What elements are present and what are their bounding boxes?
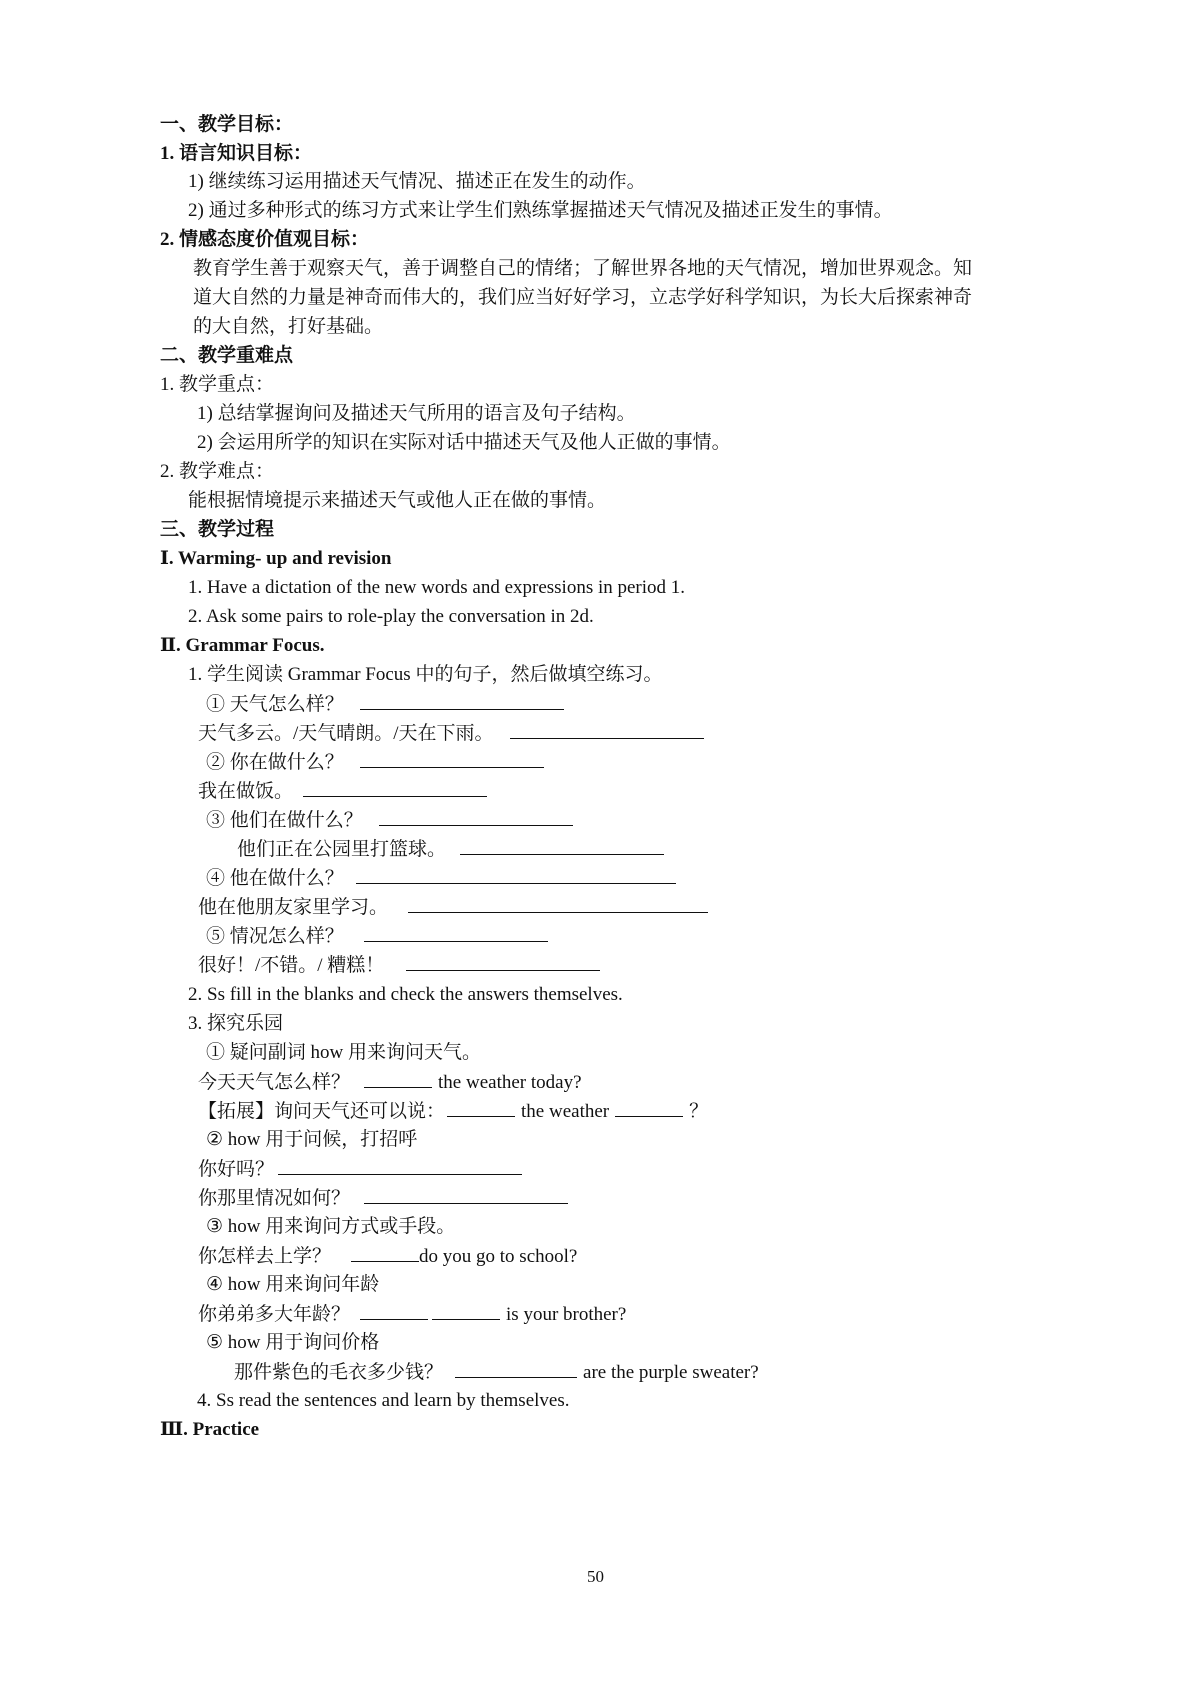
exercise-prompt: 天气多云。/天气晴朗。/天在下雨。 [198,723,494,744]
paragraph-line: 道大自然的力量是神奇而伟大的，我们应当好好学习，立志学好科学知识，为长大后探索神奇 [193,287,973,308]
explore-heading: ① 疑问副词 how 用来询问天气。 [206,1042,481,1063]
list-item: 1) 继续练习运用描述天气情况、描述正在发生的动作。 [188,171,646,192]
answer-blank[interactable] [460,837,664,855]
exercise-prompt: 很好！/不错。/ 糟糕！ [198,955,385,976]
paragraph-line: 的大自然，打好基础。 [193,316,384,337]
exercise-prompt: ⑤ 情况怎么样？ [206,926,344,947]
list-item: 3. 探究乐园 [188,1013,284,1034]
answer-blank[interactable] [455,1360,577,1378]
exercise-text: do you go to school? [419,1246,578,1267]
exercise-line [198,1157,524,1181]
list-item: 1) 总结掌握询问及描述天气所用的语言及句子结构。 [197,403,636,424]
page-number: 50 [587,1567,604,1586]
list-item: 2) 会运用所学的知识在实际对话中描述天气及他人正做的事情。 [197,432,731,453]
answer-blank[interactable] [406,953,600,971]
exercise-line [198,1099,708,1123]
answer-blank[interactable] [364,1186,568,1204]
exercise-line [198,779,489,803]
answer-blank[interactable] [408,895,708,913]
subsection-heading: 1. 语言知识目标： [160,143,313,164]
answer-blank[interactable] [510,721,704,739]
answer-blank[interactable] [351,1244,419,1262]
paragraph-line: 教育学生善于观察天气，善于调整自己的情绪；了解世界各地的天气情况，增加世界观念。知 [193,258,973,279]
exercise-prompt: 你好吗？ [198,1159,275,1180]
answer-blank[interactable] [360,750,544,768]
exercise-prompt: 【拓展】询问天气还可以说： [198,1101,446,1122]
exercise-prompt: ④ 他在做什么？ [206,868,344,889]
answer-blank[interactable] [278,1157,522,1175]
exercise-text: ？ [689,1101,709,1122]
exercise-prompt: ③ 他们在做什么？ [206,810,363,831]
section-heading: 三、教学过程 [160,519,275,540]
exercise-line [206,692,566,716]
exercise-line [198,895,710,919]
exercise-line [206,750,546,774]
exercise-prompt: 他们正在公园里打篮球。 [237,839,447,860]
exercise-line [206,808,575,832]
answer-blank[interactable] [356,866,676,884]
exercise-prompt: 你怎样去上学？ [198,1246,332,1267]
exercise-text: is your brother? [506,1304,627,1325]
exercise-prompt: 我在做饭。 [198,781,294,802]
answer-blank[interactable] [447,1099,515,1117]
answer-blank[interactable] [379,808,573,826]
exercise-line [234,1360,759,1384]
exercise-line [206,924,550,948]
list-item: 2. Ask some pairs to role-play the conversation in 2d. [188,606,594,627]
exercise-text: the weather today? [438,1072,582,1093]
exercise-line [237,837,666,861]
exercise-prompt: ② 你在做什么？ [206,752,344,773]
subsection-heading: 2. 教学难点： [160,461,275,482]
list-item: 2. Ss fill in the blanks and check the answers themselves. [188,984,623,1005]
answer-blank[interactable] [364,924,548,942]
explore-heading: ⑤ how 用于询问价格 [206,1332,380,1353]
part-heading: Ⅱ. Grammar Focus. [160,635,325,656]
exercise-line [198,1186,570,1210]
exercise-prompt: 那件紫色的毛衣多少钱？ [234,1362,444,1383]
part-heading: Ⅰ. Warming- up and revision [160,548,392,569]
exercise-line [198,1302,626,1326]
exercise-line [206,866,678,890]
part-heading: Ⅲ. Practice [160,1419,260,1440]
list-item: 1. 学生阅读 Grammar Focus 中的句子，然后做填空练习。 [188,664,663,685]
answer-blank[interactable] [432,1302,500,1320]
answer-blank[interactable] [303,779,487,797]
answer-blank[interactable] [360,692,564,710]
exercise-text: are the purple sweater? [583,1362,759,1383]
section-heading: 一、教学目标： [160,114,294,135]
exercise-line [198,953,602,977]
answer-blank[interactable] [360,1302,428,1320]
exercise-prompt: 他在他朋友家里学习。 [198,897,389,918]
subsection-heading: 2. 情感态度价值观目标： [160,229,370,250]
explore-heading: ④ how 用来询问年龄 [206,1274,380,1295]
list-item: 4. Ss read the sentences and learn by themselves. [197,1390,570,1411]
subsection-heading: 1. 教学重点： [160,374,275,395]
exercise-prompt: ① 天气怎么样？ [206,694,344,715]
answer-blank[interactable] [364,1070,432,1088]
explore-heading: ③ how 用来询问方式或手段。 [206,1216,456,1237]
explore-heading: ② how 用于问候，打招呼 [206,1129,418,1150]
list-item: 1. Have a dictation of the new words and expressions in period 1. [188,577,686,598]
exercise-prompt: 你弟弟多大年龄？ [198,1304,351,1325]
answer-blank[interactable] [615,1099,683,1117]
exercise-text: the weather [521,1101,610,1122]
list-item: 2) 通过多种形式的练习方式来让学生们熟练掌握描述天气情况及描述正发生的事情。 [188,200,893,221]
exercise-line [198,1070,582,1094]
paragraph-line: 能根据情境提示来描述天气或他人正在做的事情。 [188,490,607,511]
section-heading: 二、教学重难点 [160,345,294,366]
exercise-prompt: 今天天气怎么样？ [198,1072,351,1093]
exercise-prompt: 你那里情况如何？ [198,1188,351,1209]
exercise-line [198,1244,577,1268]
exercise-line [198,721,706,745]
